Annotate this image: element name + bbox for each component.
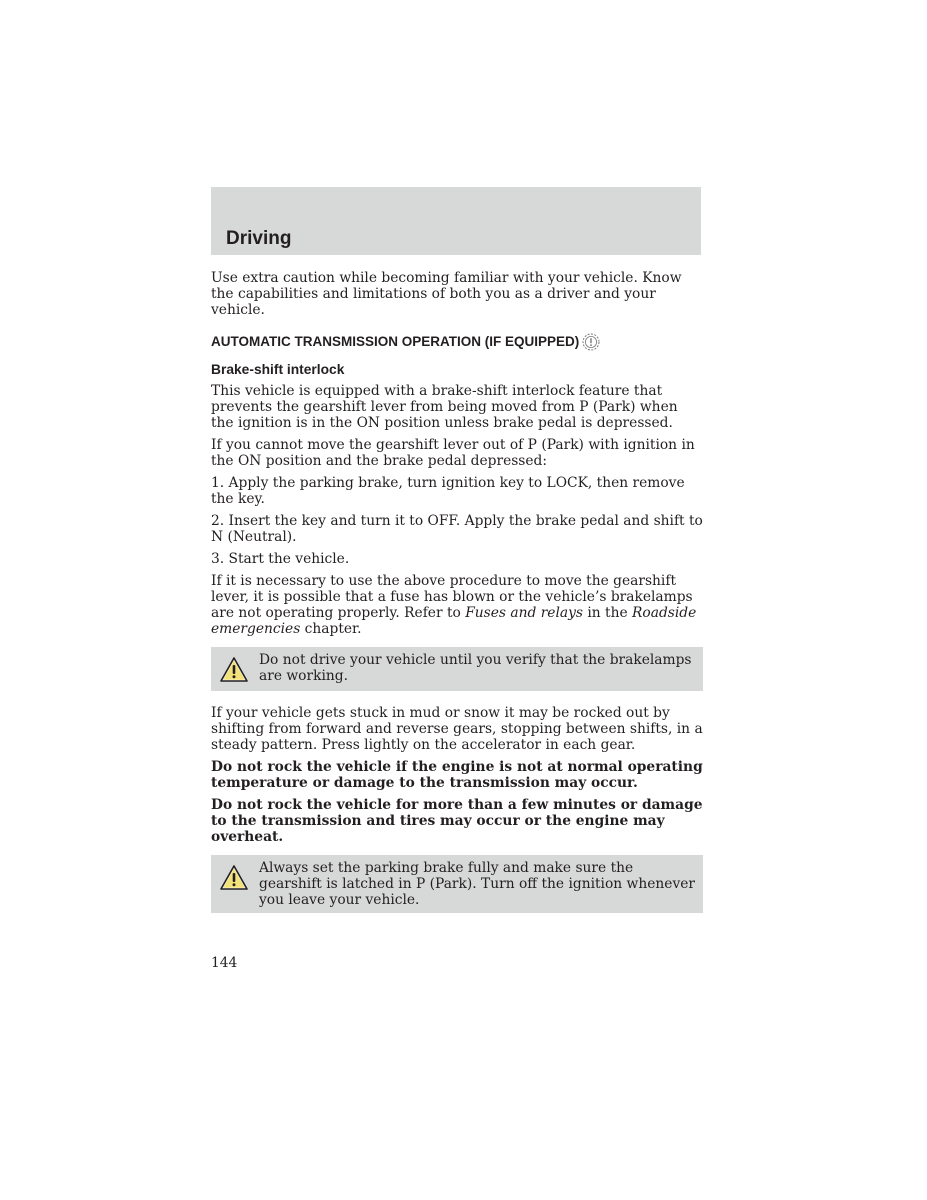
- fuse-paragraph-end: chapter.: [300, 621, 362, 637]
- rocking-paragraph: If your vehicle gets stuck in mud or snow it may be rocked out by shifting from forward and reverse gears, stopping between shifts, in a steady pattern. Press lightly on the accelerator in each gear.: [211, 705, 703, 753]
- section-title: Driving: [226, 228, 292, 249]
- cannot-move-paragraph: If you cannot move the gearshift lever out of P (Park) with ignition in the ON position and the brake pedal depressed:: [211, 437, 695, 469]
- rocking-duration-caution: Do not rock the vehicle for more than a few minutes or damage to the transmission and tires may occur or the engine may overheat.: [211, 797, 703, 845]
- warning-triangle-icon: [219, 863, 249, 893]
- parking-brake-warning-text: Always set the parking brake fully and make sure the gearshift is latched in P (Park). Turn off the ignition whenever you leave your vehicle.: [259, 860, 695, 908]
- section-header-band: [211, 187, 701, 255]
- transmission-heading-text: AUTOMATIC TRANSMISSION OPERATION (IF EQUIPPED): [211, 334, 580, 349]
- fuse-paragraph-start: If it is necessary to use the above procedure to move the gearshift lever, it is possible that a fuse has blown or the vehicle’s brakelamps are not operating properly. Refer to: [211, 573, 693, 621]
- fuses-relays-reference: Fuses and relays: [465, 605, 583, 621]
- fuse-paragraph: [211, 573, 703, 637]
- brakelamp-warning-text: Do not drive your vehicle until you verify that the brakelamps are working.: [259, 652, 692, 684]
- step-1: 1. Apply the parking brake, turn ignition key to LOCK, then remove the key.: [211, 475, 685, 507]
- brake-shift-subheading: Brake-shift interlock: [211, 362, 345, 377]
- transmission-heading: [211, 332, 703, 352]
- roadside-emergencies-reference: Roadside emergencies: [211, 605, 697, 637]
- step-3: 3. Start the vehicle.: [211, 551, 350, 567]
- page-content: [211, 270, 703, 923]
- interlock-paragraph: This vehicle is equipped with a brake-shift interlock feature that prevents the gearshift lever from being moved from P (Park) when the ignition is in the ON position unless brake pedal is depressed.: [211, 383, 678, 431]
- gear-icon: [581, 332, 601, 352]
- fuse-paragraph-mid: in the: [582, 605, 633, 621]
- brakelamp-warning-box: [211, 647, 703, 691]
- parking-brake-warning-box: [211, 855, 703, 913]
- page-number: 144: [211, 955, 238, 971]
- step-2: 2. Insert the key and turn it to OFF. Apply the brake pedal and shift to N (Neutral).: [211, 513, 703, 545]
- warning-triangle-icon: [219, 655, 249, 685]
- rocking-temperature-caution: Do not rock the vehicle if the engine is not at normal operating temperature or damage to the transmission may occur.: [211, 759, 703, 791]
- intro-paragraph: Use extra caution while becoming familiar with your vehicle. Know the capabilities and limitations of both you as a driver and your vehicle.: [211, 270, 682, 318]
